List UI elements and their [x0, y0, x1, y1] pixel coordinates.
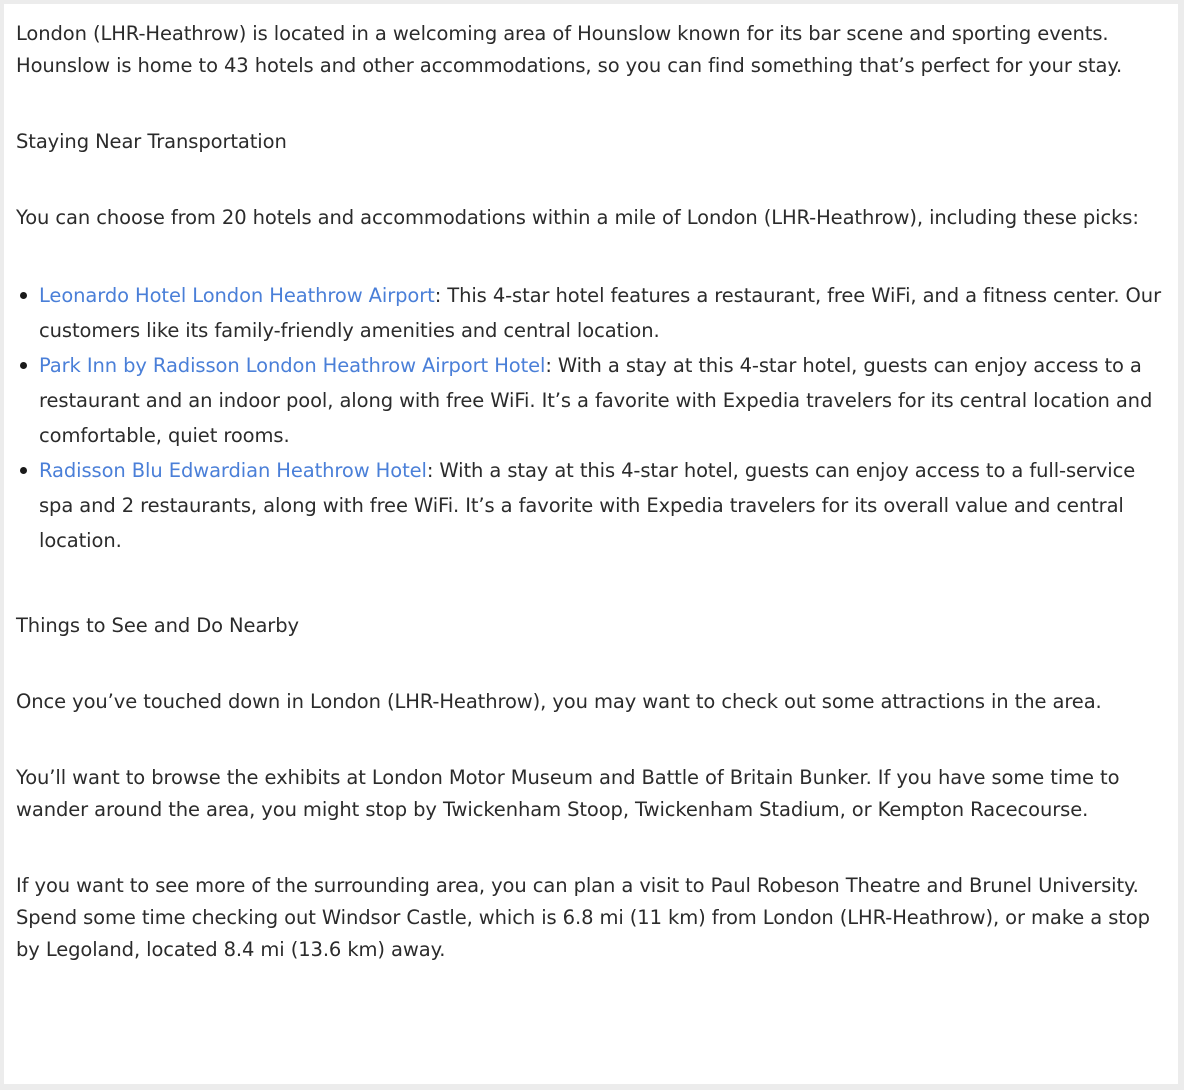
hotel-description: : With a stay at this 4-star hotel, guests can enjoy access to a restaurant and an indoor pool, along with free WiFi. It’s a favorite with Expedia travelers for its central location and comfortable, quiet rooms. — [39, 354, 1153, 447]
hotel-description: : This 4-star hotel features a restaurant, free WiFi, and a fitness center. Our customers like its family-friendly amenities and central location. — [39, 284, 1161, 342]
content-panel — [4, 4, 1178, 1084]
surrounding-paragraph: If you want to see more of the surrounding area, you can plan a visit to Paul Robeson Theatre and Brunel University. Spend some time checking out Windsor Castle, which is 6.8 mi (11 km) from London (LHR-Heathrow), or make a stop by Legoland, located 8.4 mi (13.6 km) away. — [16, 874, 1150, 961]
hotel-list — [16, 278, 1166, 558]
transport-heading: Staying Near Transportation — [16, 130, 287, 153]
bullet-icon — [20, 467, 27, 474]
hotel-list-item — [39, 453, 1166, 558]
bullet-icon — [20, 292, 27, 299]
attractions-paragraph: You’ll want to browse the exhibits at London Motor Museum and Battle of Britain Bunker. If you have some time to wander around the area, you might stop by Twickenham Stoop, Twickenham Stadium, or Kempton Racecourse. — [16, 766, 1120, 821]
hotel-description: : With a stay at this 4-star hotel, guests can enjoy access to a full-service spa and 2 restaurants, along with free WiFi. It’s a favorite with Expedia travelers for its overall value and central location. — [39, 459, 1136, 552]
transport-paragraph: You can choose from 20 hotels and accommodations within a mile of London (LHR-Heathrow), including these picks: — [16, 206, 1139, 229]
hotel-link-radisson-blu[interactable]: Radisson Blu Edwardian Heathrow Hotel — [39, 459, 427, 482]
hotel-link-leonardo[interactable]: Leonardo Hotel London Heathrow Airport — [39, 284, 435, 307]
things-heading: Things to See and Do Nearby — [16, 614, 299, 637]
intro-paragraph: London (LHR-Heathrow) is located in a welcoming area of Hounslow known for its bar scene and sporting events. Hounslow is home to 43 hotels and other accommodations, so you can find something that’s perfect for your stay. — [16, 22, 1123, 77]
hotel-list-item — [39, 278, 1166, 348]
things-intro-paragraph: Once you’ve touched down in London (LHR-Heathrow), you may want to check out some attractions in the area. — [16, 690, 1102, 713]
hotel-link-park-inn[interactable]: Park Inn by Radisson London Heathrow Airport Hotel — [39, 354, 546, 377]
bullet-icon — [20, 362, 27, 369]
hotel-list-item — [39, 348, 1166, 453]
